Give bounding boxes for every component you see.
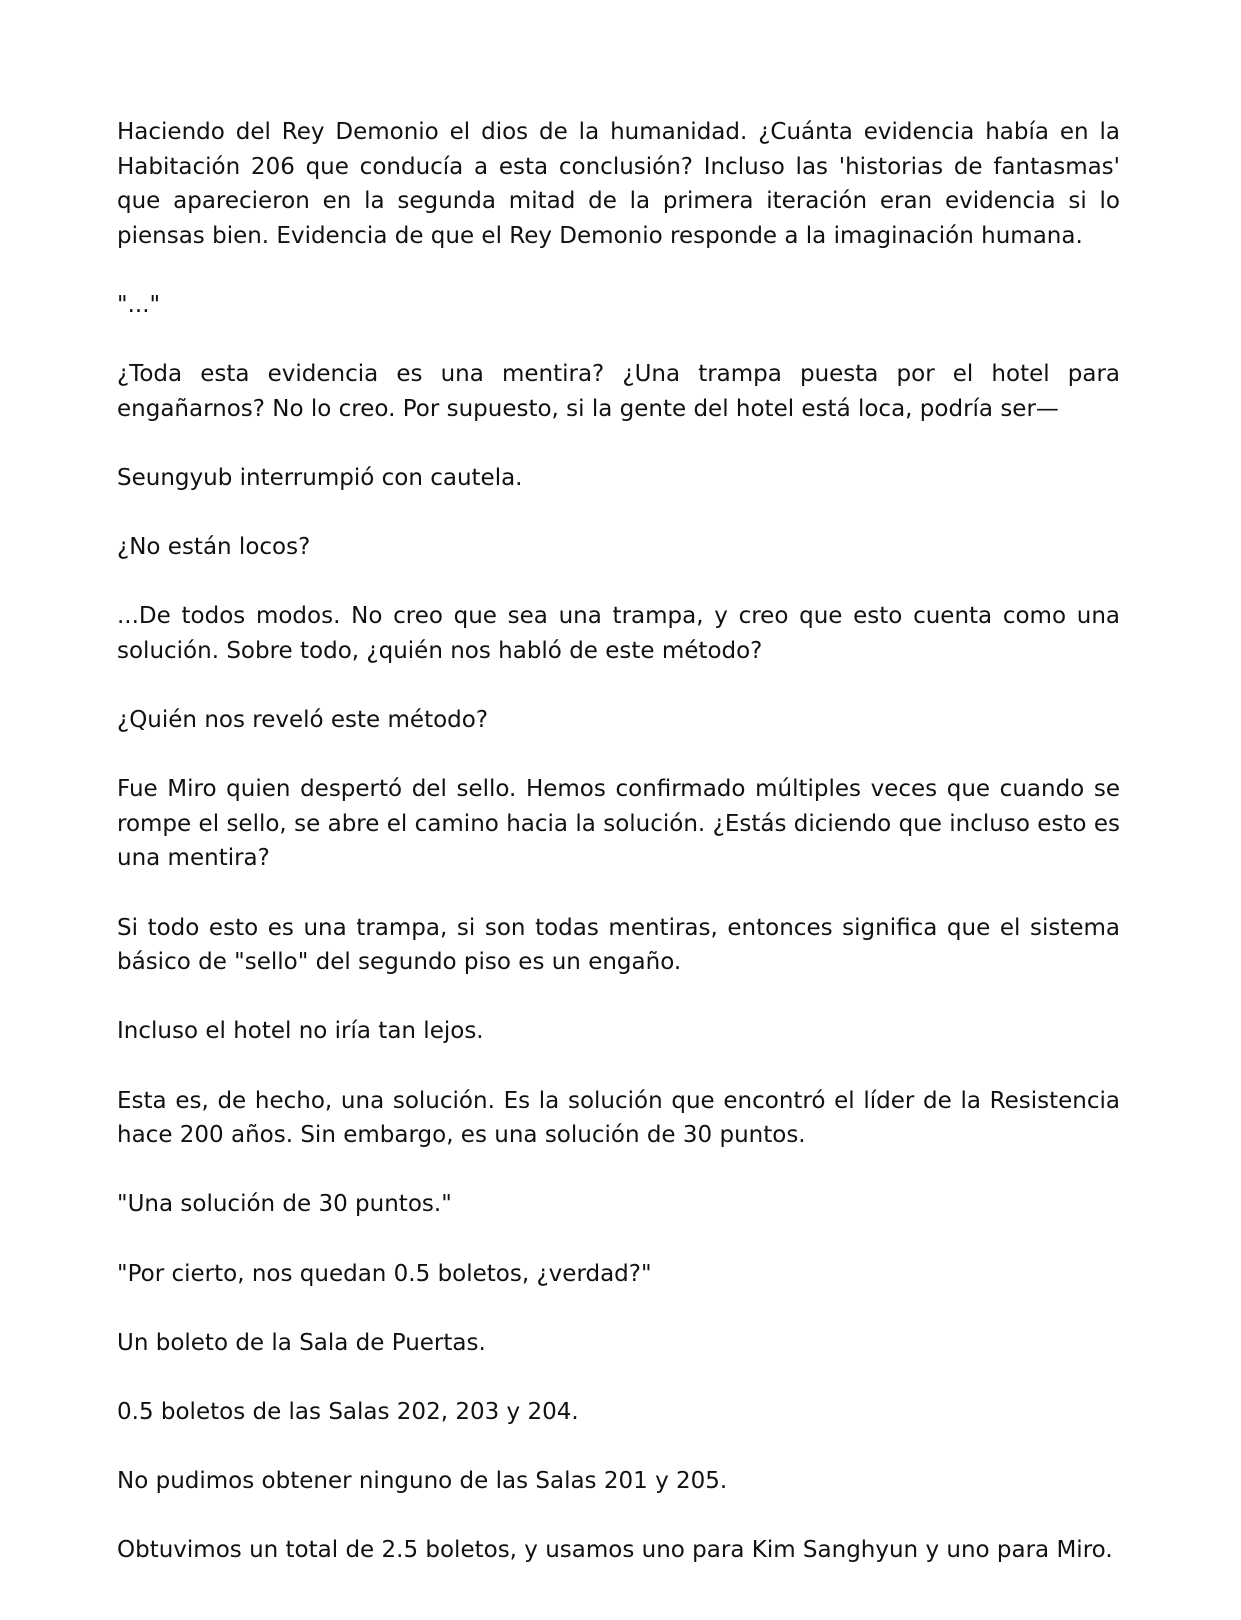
- paragraph-4: Seungyub interrumpió con cautela.: [117, 464, 523, 491]
- paragraph-2: "...": [117, 291, 161, 318]
- paragraph-3: ¿Toda esta evidencia es una mentira? ¿Una trampa puesta por el hotel para engañarnos? No lo creo. Por supuesto, si la gente del hotel está loca, podría ser—: [117, 361, 1120, 422]
- paragraph-16: No pudimos obtener ninguno de las Salas 201 y 205.: [117, 1468, 728, 1495]
- paragraph-12: "Una solución de 30 puntos.": [117, 1191, 452, 1218]
- paragraph-14: Un boleto de la Sala de Puertas.: [117, 1329, 486, 1356]
- paragraph-10: Incluso el hotel no iría tan lejos.: [117, 1018, 484, 1045]
- paragraph-5: ¿No están locos?: [117, 534, 311, 561]
- paragraph-15: 0.5 boletos de las Salas 202, 203 y 204.: [117, 1398, 579, 1425]
- paragraph-8: Fue Miro quien despertó del sello. Hemos confirmado múltiples veces que cuando se rompe el sello, se abre el camino hacia la solución. ¿Estás diciendo que incluso esto es una mentira?: [117, 776, 1120, 872]
- paragraph-11: Esta es, de hecho, una solución. Es la solución que encontró el líder de la Resistencia hace 200 años. Sin embargo, es una solución de 30 puntos.: [117, 1087, 1120, 1149]
- document-body: [117, 115, 1120, 1568]
- paragraph-13: "Por cierto, nos quedan 0.5 boletos, ¿verdad?": [117, 1260, 652, 1287]
- paragraph-6: ...De todos modos. No creo que sea una trampa, y creo que esto cuenta como una solución. Sobre todo, ¿quién nos habló de este método?: [117, 603, 1120, 664]
- paragraph-7: ¿Quién nos reveló este método?: [117, 707, 489, 734]
- paragraph-17: Obtuvimos un total de 2.5 boletos, y usamos uno para Kim Sanghyun y uno para Miro.: [117, 1537, 1113, 1564]
- paragraph-1: Haciendo del Rey Demonio el dios de la humanidad. ¿Cuánta evidencia había en la Habitación 206 que conducía a esta conclusión? Incluso las 'historias de fantasmas' que aparecieron en la segunda mitad de la primera iteración eran evidencia si lo piensas bien. Evidencia de que el Rey Demonio responde a la imaginación humana.: [117, 119, 1120, 249]
- paragraph-9: Si todo esto es una trampa, si son todas mentiras, entonces significa que el sistema básico de "sello" del segundo piso es un engaño.: [117, 914, 1120, 976]
